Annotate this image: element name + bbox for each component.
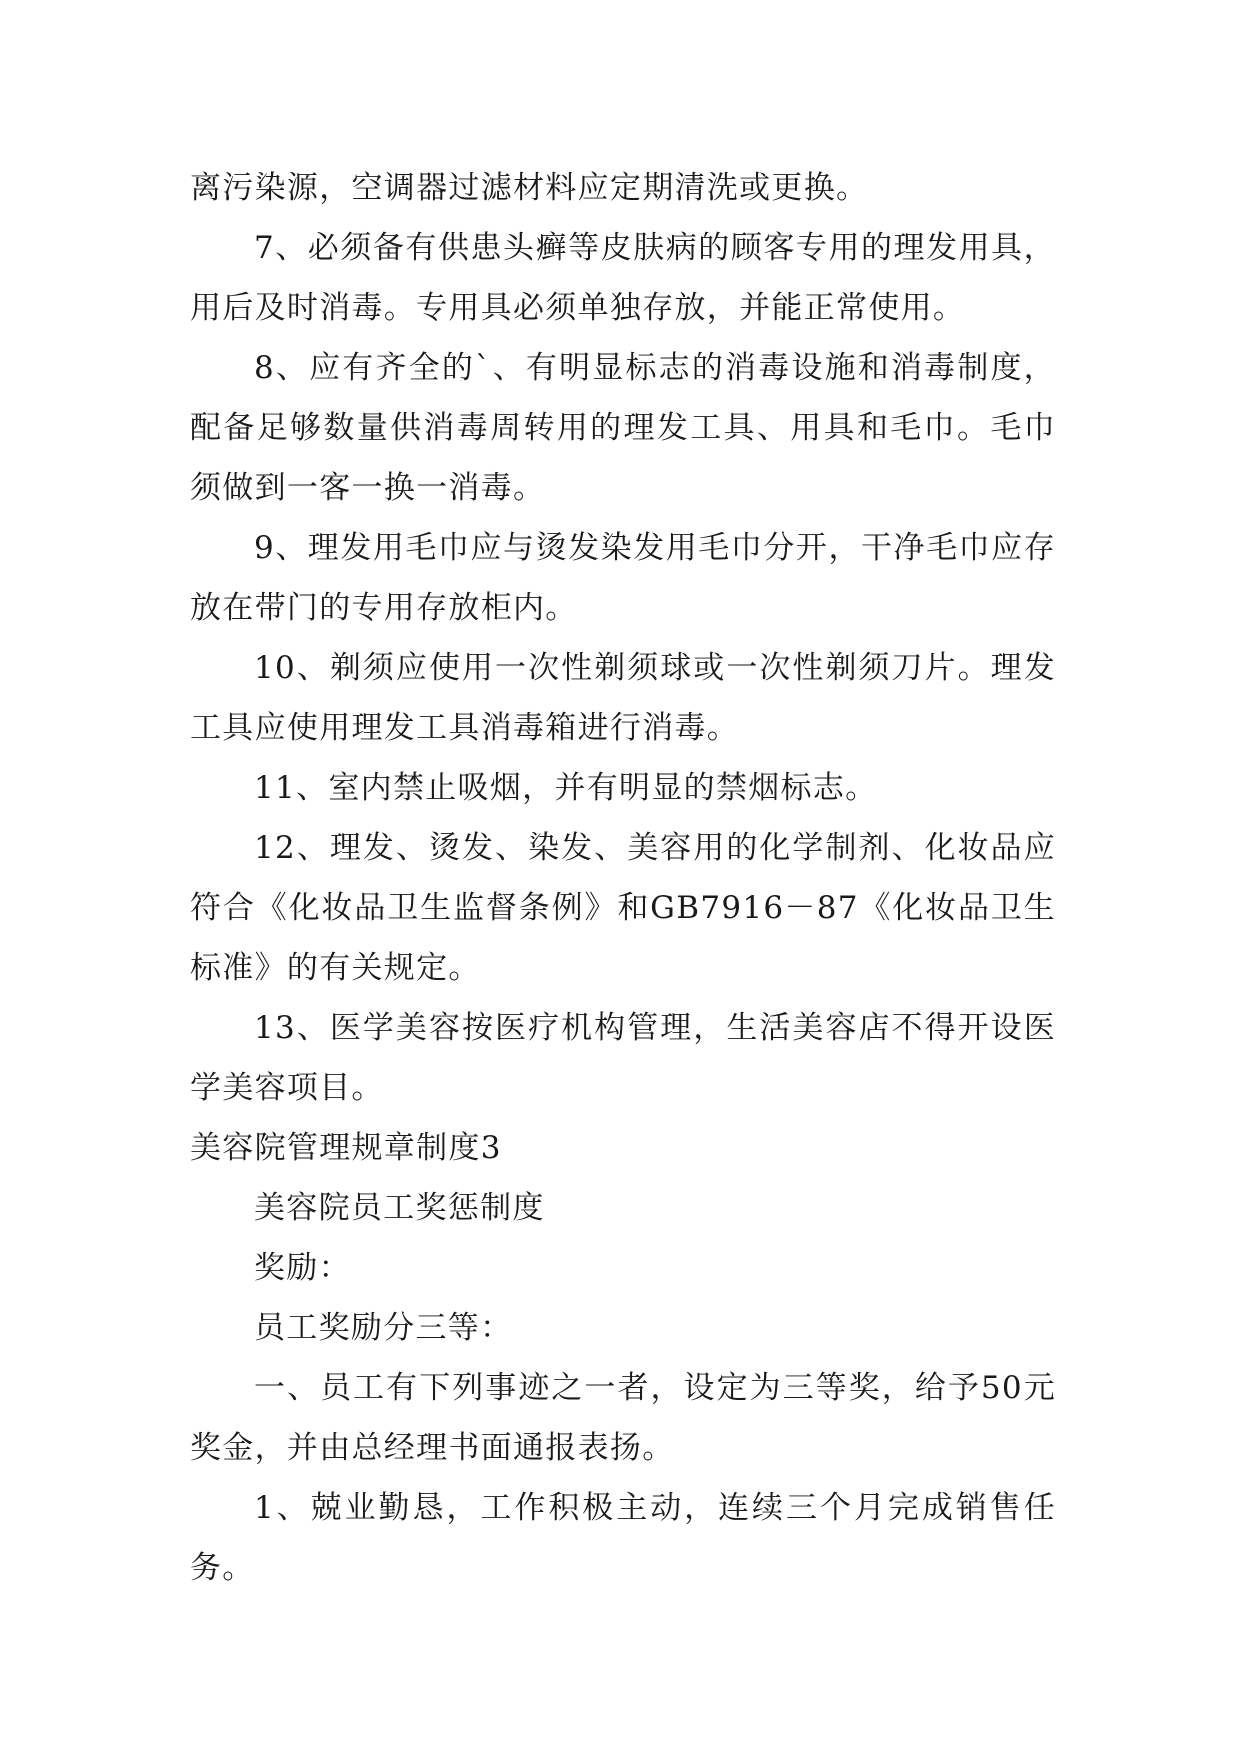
paragraph-item-8: 8、应有齐全的`、有明显标志的消毒设施和消毒制度，配备足够数量供消毒周转用的理发工具、用具和毛巾。毛巾须做到一客一换一消毒。 [190, 350, 1056, 506]
reward-item-1: 1、兢业勤恳，工作积极主动，连续三个月完成销售任务。 [190, 1490, 1056, 1586]
reward-label: 奖励： [254, 1250, 351, 1286]
paragraph-item-12: 12、理发、烫发、染发、美容用的化学制剂、化妆品应符合《化妆品卫生监督条例》和GB7916－87《化妆品卫生标准》的有关规定。 [190, 830, 1056, 986]
paragraph-item-9: 9、理发用毛巾应与烫发染发用毛巾分开，干净毛巾应存放在带门的专用存放柜内。 [190, 530, 1056, 626]
paragraph-item-13: 13、医学美容按医疗机构管理，生活美容店不得开设医学美容项目。 [190, 1010, 1056, 1106]
reward-third-class: 一、员工有下列事迹之一者，设定为三等奖，给予50元奖金，并由总经理书面通报表扬。 [190, 1370, 1056, 1466]
paragraph-item-10: 10、剃须应使用一次性剃须球或一次性剃须刀片。理发工具应使用理发工具消毒箱进行消毒。 [190, 650, 1056, 746]
paragraph-item-11: 11、室内禁止吸烟，并有明显的禁烟标志。 [254, 770, 878, 806]
section-heading: 美容院管理规章制度3 [190, 1130, 502, 1166]
paragraph-continuation: 离污染源，空调器过滤材料应定期清洗或更换。 [190, 170, 869, 206]
paragraph-item-7: 7、必须备有供患头癣等皮肤病的顾客专用的理发用具，用后及时消毒。专用具必须单独存放，并能正常使用。 [190, 230, 1056, 326]
document-body [190, 158, 1056, 1598]
reward-levels-intro: 员工奖励分三等： [254, 1310, 513, 1346]
section-subtitle: 美容院员工奖惩制度 [254, 1190, 545, 1226]
